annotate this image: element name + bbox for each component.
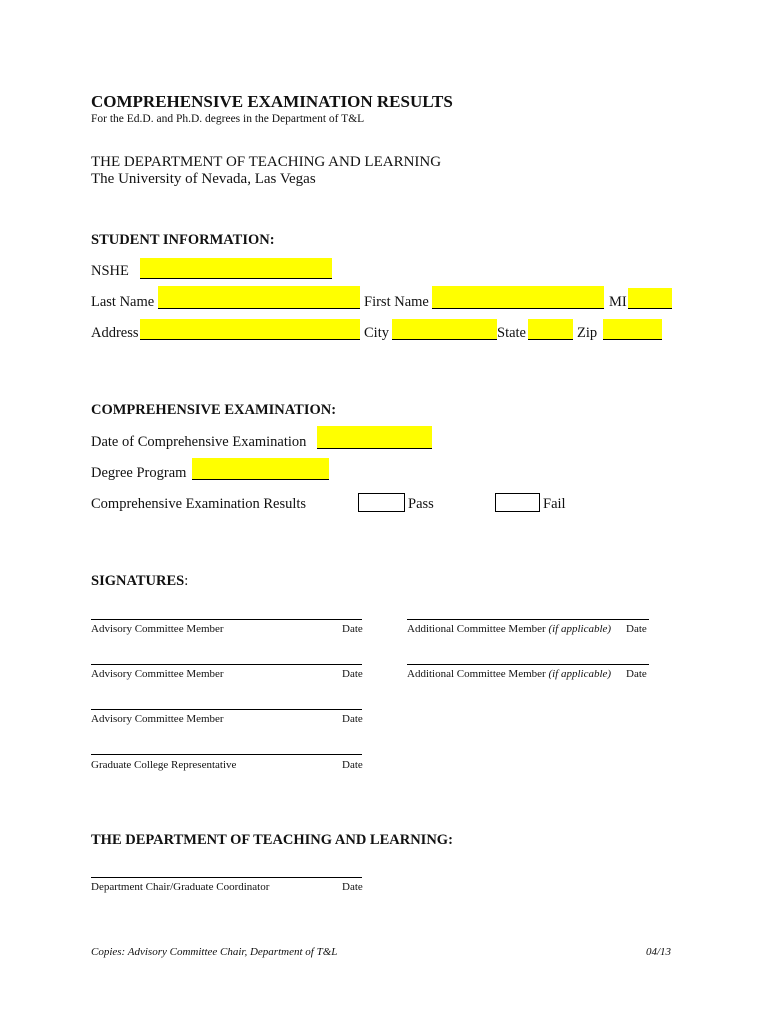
pass-checkbox[interactable] [358,493,405,512]
advisory-member-label: Advisory Committee Member [91,623,224,635]
date-label: Date [626,668,647,680]
exam-date-label: Date of Comprehensive Examination [91,434,307,450]
additional-member-label: Additional Committee Member (if applicable) [407,668,612,680]
date-label: Date [342,881,363,893]
additional-member-label: Additional Committee Member (if applicable) [407,623,612,635]
advisory-member-label: Advisory Committee Member [91,713,224,725]
signature-line[interactable] [407,619,649,620]
city-label: City [364,325,389,341]
exam-date-field[interactable] [317,426,432,449]
university-name: The University of Nevada, Las Vegas [91,171,316,187]
signature-line[interactable] [91,754,362,755]
signature-line[interactable] [91,877,362,878]
fail-checkbox[interactable] [495,493,540,512]
date-label: Date [342,623,363,635]
zip-field[interactable] [603,319,662,340]
pass-label: Pass [408,496,434,512]
signature-line[interactable] [407,664,649,665]
date-label: Date [342,668,363,680]
form-subtitle: For the Ed.D. and Ph.D. degrees in the Department of T&L [91,113,365,125]
department-chair-label: Department Chair/Graduate Coordinator [91,881,270,893]
mi-label: MI [609,294,627,310]
signature-line[interactable] [91,664,362,665]
mi-field[interactable] [628,288,672,309]
last-name-field[interactable] [158,286,360,309]
last-name-label: Last Name [91,294,155,310]
state-field[interactable] [528,319,573,340]
exam-results-label: Comprehensive Examination Results [91,496,307,512]
graduate-rep-label: Graduate College Representative [91,759,237,771]
signatures-heading: SIGNATURES: [91,573,189,589]
fail-label: Fail [543,496,566,512]
footer-copies: Copies: Advisory Committee Chair, Department of T&L [91,946,338,958]
form-title: COMPREHENSIVE EXAMINATION RESULTS [91,92,453,111]
student-info-heading: STUDENT INFORMATION: [91,232,275,248]
address-label: Address [91,325,139,341]
footer-version: 04/13 [646,946,672,958]
date-label: Date [342,713,363,725]
department-heading: THE DEPARTMENT OF TEACHING AND LEARNING: [91,832,453,848]
degree-program-field[interactable] [192,458,329,480]
city-field[interactable] [392,319,497,340]
signature-line[interactable] [91,709,362,710]
signature-line[interactable] [91,619,362,620]
first-name-field[interactable] [432,286,604,309]
degree-program-label: Degree Program [91,465,187,481]
address-field[interactable] [140,319,360,340]
zip-label: Zip [577,325,598,341]
nshe-label: NSHE [91,263,129,279]
nshe-field[interactable] [140,258,332,279]
exam-heading: COMPREHENSIVE EXAMINATION: [91,402,337,418]
advisory-member-label: Advisory Committee Member [91,668,224,680]
department-name: THE DEPARTMENT OF TEACHING AND LEARNING [91,154,442,170]
date-label: Date [626,623,647,635]
date-label: Date [342,759,363,771]
first-name-label: First Name [364,294,429,310]
state-label: State [497,325,526,341]
